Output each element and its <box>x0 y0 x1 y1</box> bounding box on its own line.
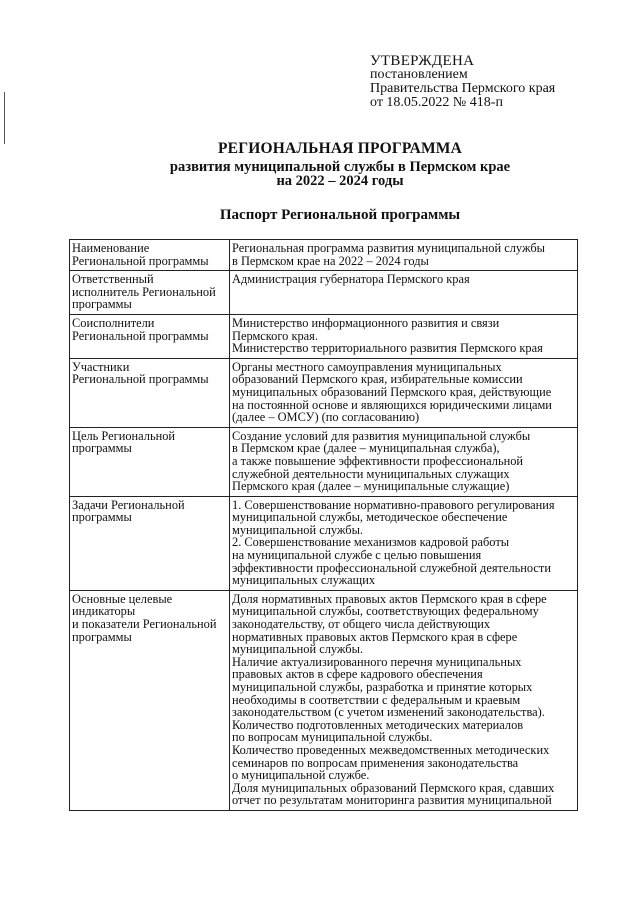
table-row <box>70 240 578 271</box>
cell-line: законодательству, от общего числа действующих <box>232 617 491 632</box>
cell-line: муниципальной службы. <box>232 522 364 537</box>
cell-line: Задачи Региональной <box>72 497 185 512</box>
cell-line: правовых актов в сфере кадрового обеспечения <box>232 667 483 682</box>
table-row <box>70 427 578 496</box>
approval-stamp <box>370 54 610 110</box>
cell-line: Администрация губернатора Пермского края <box>232 272 470 287</box>
cell-line: 2. Совершенствование механизмов кадровой работы <box>232 535 510 550</box>
cell-line: Пермского края (далее – муниципальные служащие) <box>232 479 510 494</box>
cell-line: муниципальных служащих <box>232 573 376 588</box>
cell-line: законодательством (с учетом изменений законодательства). <box>232 705 545 720</box>
cell-line: образований Пермского края, избирательные комиссии <box>232 372 523 387</box>
cell-line: Создание условий для развития муниципальной службы <box>232 428 531 443</box>
table-row <box>70 496 578 590</box>
passport-table <box>69 239 578 811</box>
table-row <box>70 358 578 427</box>
row-value <box>230 314 578 358</box>
cell-line: Цель Региональной <box>72 428 176 443</box>
cell-line: программы <box>72 629 132 644</box>
program-subtitle-line: развития муниципальной службы в Пермском крае <box>169 159 511 175</box>
cell-line: и показатели Региональной <box>72 617 217 632</box>
cell-line: нормативных правовых актов Пермского края в сфере <box>232 629 518 644</box>
cell-line: Наименование <box>72 241 150 255</box>
row-label <box>70 271 230 315</box>
row-label <box>70 496 230 590</box>
program-subtitle <box>60 160 620 188</box>
program-subtitle-line: на 2022 – 2024 годы <box>276 173 404 189</box>
cell-line: Участники <box>72 359 130 374</box>
cell-line: Ответственный <box>72 272 154 287</box>
table-row <box>70 314 578 358</box>
cell-line: Количество проведенных межведомственных методических <box>232 742 550 757</box>
row-label <box>70 314 230 358</box>
cell-line: служебной деятельности муниципальных служащих <box>232 466 510 481</box>
row-label <box>70 590 230 810</box>
cell-line: эффективности профессиональной служебной деятельности <box>232 560 551 575</box>
cell-line: Пермского края. <box>232 328 318 343</box>
approval-line: Правительства Пермского края <box>370 81 556 96</box>
row-label <box>70 358 230 427</box>
approval-line: постановлением <box>370 67 468 82</box>
cell-line: индикаторы <box>72 604 136 619</box>
row-label <box>70 240 230 271</box>
cell-line: муниципальной службы, методическое обеспечение <box>232 510 508 525</box>
approval-title: УТВЕРЖДЕНА <box>370 53 475 69</box>
cell-line: исполнитель Региональной <box>72 284 216 299</box>
row-value <box>230 358 578 427</box>
table-row <box>70 590 578 810</box>
cell-line: муниципальных образований Пермского края, действующие <box>232 384 552 399</box>
row-value <box>230 496 578 590</box>
cell-line: Количество подготовленных методических материалов <box>232 717 524 732</box>
cell-line: необходимы в соответствии с федеральным и краевым <box>232 692 521 707</box>
cell-line: Наличие актуализированного перечня муниципальных <box>232 654 522 669</box>
program-title: РЕГИОНАЛЬНАЯ ПРОГРАММА <box>217 140 463 157</box>
row-value <box>230 271 578 315</box>
cell-line: о муниципальной службе. <box>232 768 370 783</box>
cell-line: Министерство информационного развития и связи <box>232 315 500 330</box>
cell-line: Региональной программы <box>72 253 209 268</box>
cell-line: семинаров по вопросам применения законодательства <box>232 755 519 770</box>
cell-line: в Пермском крае (далее – муниципальная служба), <box>232 441 500 456</box>
cell-line: на муниципальной службе с целью повышения <box>232 548 482 563</box>
cell-line: на постоянной основе и являющихся юридическими лицами <box>232 397 552 412</box>
passport-title: Паспорт Региональной программы <box>219 207 461 223</box>
cell-line: Органы местного самоуправления муниципальных <box>232 359 502 374</box>
table-row <box>70 271 578 315</box>
cell-line: Региональной программы <box>72 328 209 343</box>
cell-line: муниципальной службы, разработка и принятие которых <box>232 680 533 694</box>
cell-line: отчет по результатам мониторинга развития муниципальной <box>232 793 552 808</box>
cell-line: а также повышение эффективности профессиональной <box>232 453 524 468</box>
cell-line: программы <box>72 297 132 312</box>
cell-line: Доля нормативных правовых актов Пермского края в сфере <box>232 591 547 606</box>
cell-line: по вопросам муниципальной службы. <box>232 730 433 745</box>
cell-line: муниципальной службы, соответствующих федеральному <box>232 604 539 619</box>
cell-line: 1. Совершенствование нормативно-правового регулирования <box>232 497 555 512</box>
cell-line: Региональной программы <box>72 372 209 387</box>
cell-line: Региональная программа развития муниципальной службы <box>232 241 545 255</box>
cell-line: программы <box>72 510 132 525</box>
cell-line: Соисполнители <box>72 315 155 330</box>
row-value <box>230 240 578 271</box>
cell-line: Основные целевые <box>72 591 173 606</box>
row-value <box>230 590 578 810</box>
cell-line: муниципальной службы. <box>232 642 364 657</box>
cell-line: программы <box>72 441 132 456</box>
cell-line: Министерство территориального развития Пермского края <box>232 341 543 356</box>
row-label <box>70 427 230 496</box>
cell-line: Доля муниципальных образований Пермского края, сдавших <box>232 780 555 795</box>
cell-line: (далее – ОМСУ) (по согласованию) <box>232 410 420 425</box>
approval-line: от 18.05.2022 № 418-п <box>370 95 503 110</box>
row-value <box>230 427 578 496</box>
scan-edge-mark <box>4 92 5 144</box>
cell-line: в Пермском крае на 2022 – 2024 годы <box>232 253 429 268</box>
